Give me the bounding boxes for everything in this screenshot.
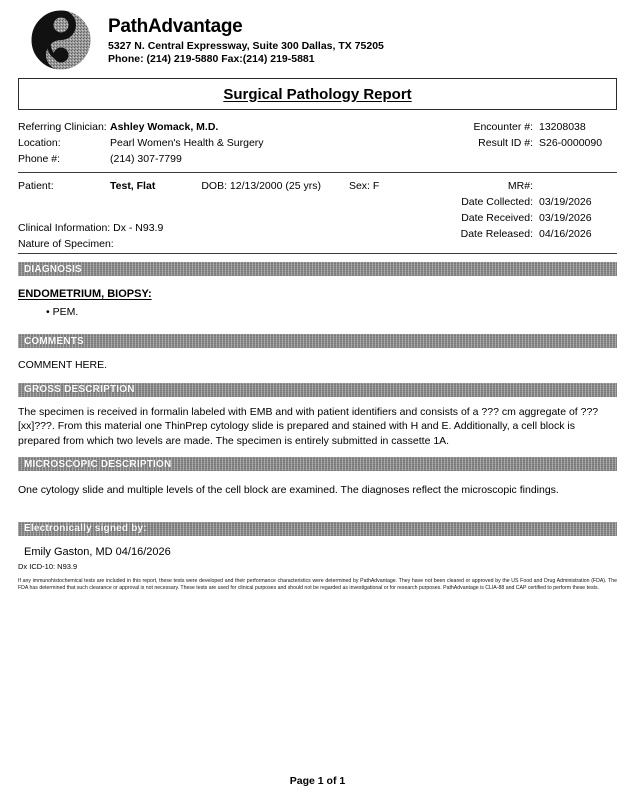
phone-row [18, 151, 617, 167]
result-id-label: Result ID #: [478, 137, 533, 149]
report-title-box [18, 78, 617, 110]
phone-label: Phone #: [18, 153, 61, 165]
patient-dob: DOB: 12/13/2000 (25 yrs) [201, 180, 321, 192]
encounter-value: 13208038 [539, 121, 586, 133]
org-address: 5327 N. Central Expressway, Suite 300 Dallas, TX 75205 [108, 40, 384, 52]
diagnosis-specimen-heading: ENDOMETRIUM, BIOPSY: [18, 288, 152, 300]
patient-block [18, 178, 617, 252]
section-header-gross-description [18, 383, 617, 397]
date-released-value: 04/16/2026 [539, 228, 592, 240]
diagnosis-bullet-item: • PEM. [46, 306, 79, 318]
page-footer: Page 1 of 1 [289, 775, 346, 787]
section-header-microscopic-description-label: MICROSCOPIC DESCRIPTION [24, 458, 172, 470]
location-value: Pearl Women's Health & Surgery [110, 137, 264, 149]
encounter-row [367, 119, 617, 135]
signer-name-and-date: Emily Gaston, MD 04/16/2026 [24, 545, 171, 558]
section-header-comments-label: COMMENTS [24, 335, 84, 347]
org-name: PathAdvantage [108, 16, 243, 37]
date-released-label: Date Released: [460, 228, 533, 240]
dates-column [367, 178, 617, 242]
clinical-information: Clinical Information: Dx - N93.9 [18, 222, 164, 234]
referring-clinician-label: Referring Clinician: [18, 121, 107, 133]
mr-number-value [539, 178, 617, 194]
date-released-row [367, 226, 617, 242]
date-collected-label: Date Collected: [461, 196, 533, 208]
result-id-value: S26-0000090 [539, 137, 603, 149]
nature-of-specimen: Nature of Specimen: [18, 238, 114, 250]
disclaimer-text: If any immunohistochemical tests are included in this report, these tests were developed and their performance characteristics were determined by PathAdvantage. They have not been cleared or approved by the US Food and Drug Administration (FDA). The FDA has determined that such clearance or approval is not necessary. These tests are used for clinical purposes and should not be regarded as investigational or for research purposes. PathAdvantage is CLIA-88 and CAP certified to perform these tests. [18, 577, 617, 592]
diagnosis-content [18, 288, 617, 318]
logo-container [18, 6, 104, 72]
page-title: Surgical Pathology Report [223, 85, 412, 103]
date-received-row [367, 210, 617, 226]
section-header-comments [18, 334, 617, 348]
patient-sex: Sex: F [348, 180, 380, 192]
section-header-signature [18, 522, 617, 536]
date-collected-value: 03/19/2026 [539, 196, 592, 208]
section-header-microscopic-description [18, 457, 617, 471]
patient-name: Test, Flat [110, 180, 156, 192]
yin-yang-logo-icon [29, 8, 93, 72]
mr-number-label: MR#: [507, 180, 533, 192]
report-metadata [18, 119, 617, 167]
date-collected-row [367, 194, 617, 210]
location-label: Location: [18, 137, 61, 149]
encounter-label: Encounter #: [473, 121, 533, 133]
phone-value: (214) 307-7799 [110, 153, 182, 165]
gross-description-text: The specimen is received in formalin labeled with EMB and with patient identifiers and consists of a ??? cm aggregate of ???[xx]???. From this material one ThinPrep cytology slide is prepared and stained with H and E. Additionally, a cell block is prepared from which two levels are made. The specimen is entirely submitted in cassette 1A. [18, 405, 599, 447]
comments-text: COMMENT HERE. [18, 359, 108, 371]
section-header-signature-label: Electronically signed by: [24, 523, 147, 534]
patient-divider [18, 253, 617, 254]
org-phone-fax: Phone: (214) 219-5880 Fax:(214) 219-5881 [108, 53, 315, 65]
date-received-value: 03/19/2026 [539, 212, 592, 224]
clinical-info-block [18, 220, 163, 252]
section-header-gross-description-label: GROSS DESCRIPTION [24, 384, 135, 395]
patient-label: Patient: [18, 180, 54, 192]
org-info [104, 6, 384, 66]
result-id-row [367, 135, 617, 151]
metadata-divider [18, 172, 617, 173]
referring-clinician-value: Ashley Womack, M.D. [110, 121, 219, 133]
icd-code: Dx ICD-10: N93.9 [18, 561, 78, 571]
mr-number-row [367, 178, 617, 194]
section-header-diagnosis-label: DIAGNOSIS [24, 263, 82, 275]
section-header-diagnosis [18, 262, 617, 276]
microscopic-description-text: One cytology slide and multiple levels of the cell block are examined. The diagnoses reflect the microscopic findings. [18, 484, 559, 496]
letterhead [18, 0, 617, 74]
identifiers-column [367, 119, 617, 151]
date-received-label: Date Received: [461, 212, 533, 224]
